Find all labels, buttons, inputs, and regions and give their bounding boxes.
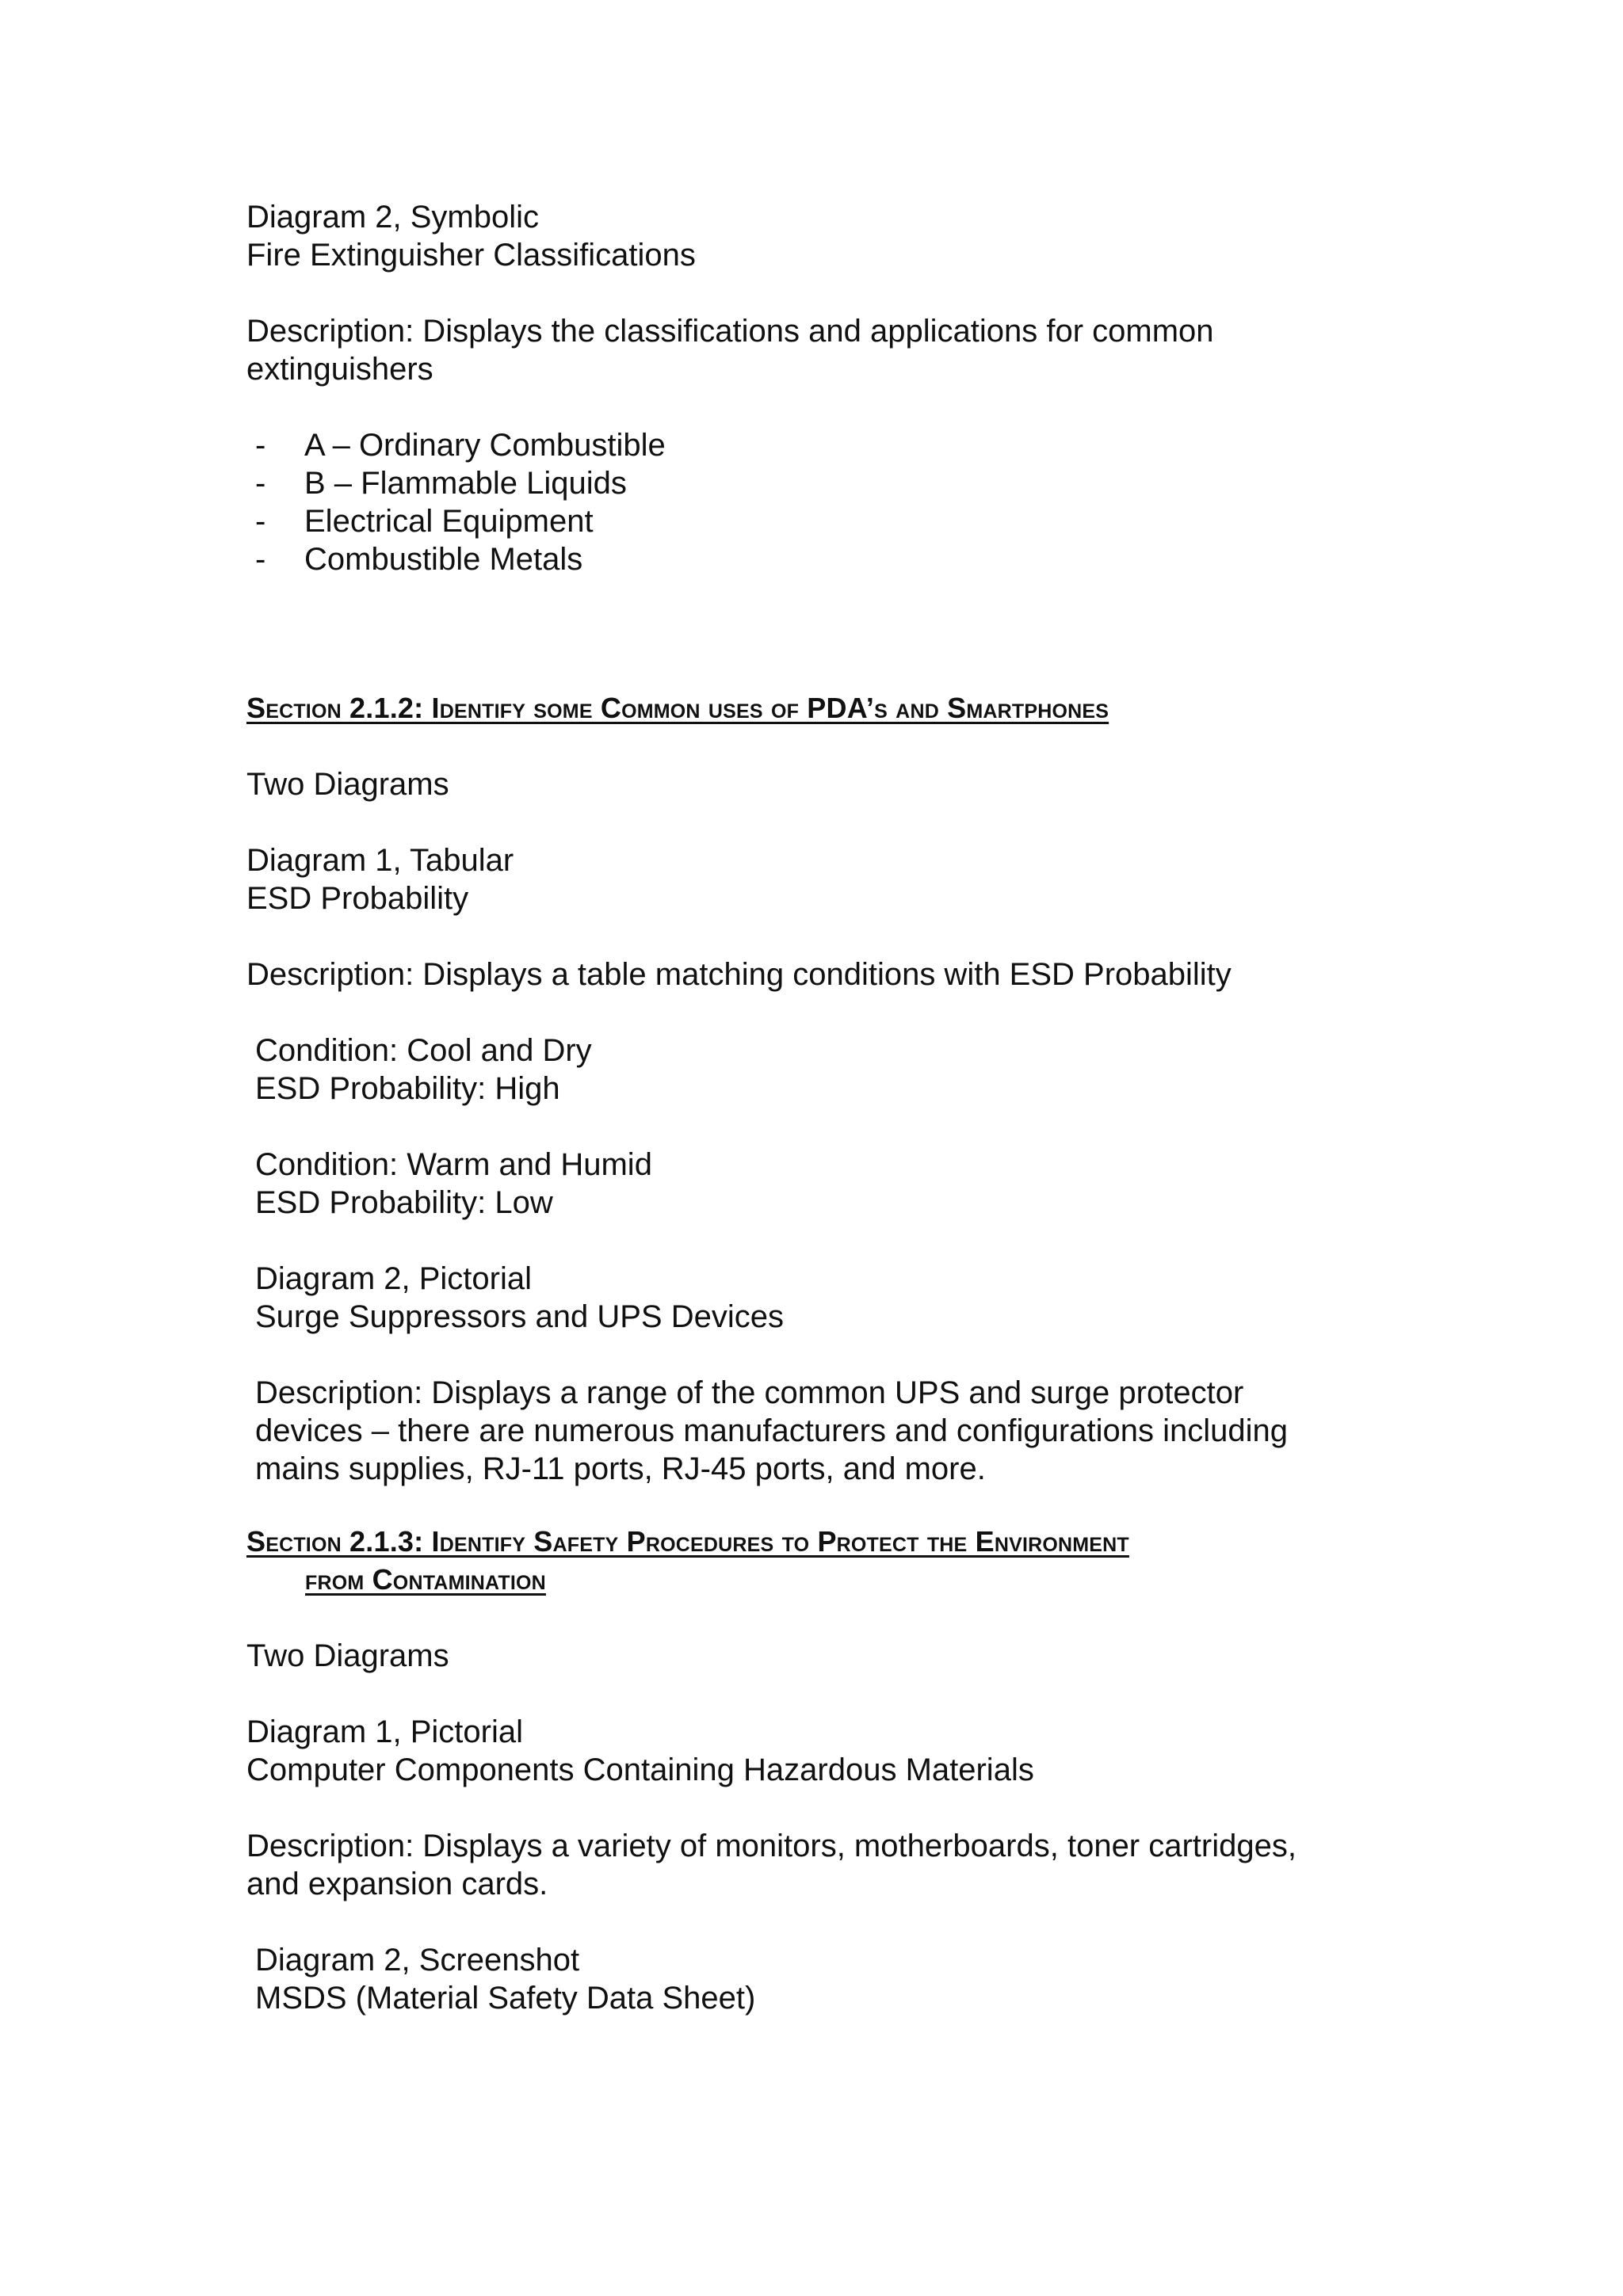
bullet-marker: - [255, 542, 266, 577]
table-row-probability: ESD Probability: Low [255, 1185, 553, 1220]
diagram-count: Two Diagrams [246, 767, 449, 802]
table-row-condition: Condition: Cool and Dry [255, 1033, 592, 1068]
diagram-description: Description: Displays a table matching conditions with ESD Probability [246, 957, 1232, 992]
bullet-marker: - [255, 466, 266, 501]
bullet-marker: - [255, 428, 266, 463]
diagram-description-continued: extinguishers [246, 352, 433, 387]
diagram-subject: ESD Probability [246, 881, 469, 916]
diagram-description-continued: and expansion cards. [246, 1867, 548, 1901]
diagram-subject: Computer Components Containing Hazardous Materials [246, 1753, 1034, 1787]
diagram-title: Diagram 2, Pictorial [255, 1261, 533, 1296]
table-row-probability: ESD Probability: High [255, 1071, 560, 1106]
list-item: A – Ordinary Combustible [304, 428, 666, 463]
list-item: Electrical Equipment [304, 504, 594, 539]
list-item: Combustible Metals [304, 542, 583, 577]
list-item: B – Flammable Liquids [304, 466, 627, 501]
diagram-description: Description: Displays a range of the common UPS and surge protector [255, 1375, 1244, 1410]
diagram-subject: MSDS (Material Safety Data Sheet) [255, 1981, 756, 2016]
bullet-marker: - [255, 504, 266, 539]
diagram-description-continued: mains supplies, RJ-11 ports, RJ-45 ports, and more. [255, 1451, 986, 1486]
diagram-title: Diagram 1, Pictorial [246, 1714, 524, 1749]
diagram-title: Diagram 2, Screenshot [255, 1943, 580, 1978]
diagram-title: Diagram 1, Tabular [246, 843, 514, 878]
diagram-count: Two Diagrams [246, 1638, 449, 1673]
section-heading: Section 2.1.2: Identify some Common uses of PDA’s and Smartphones [246, 692, 1109, 724]
section-heading-continued: from Contamination [305, 1563, 546, 1596]
diagram-description-continued: devices – there are numerous manufacturers and configurations including [255, 1413, 1288, 1448]
diagram-subject: Surge Suppressors and UPS Devices [255, 1299, 784, 1334]
diagram-description: Description: Displays the classifications and applications for common [246, 314, 1214, 349]
table-row-condition: Condition: Warm and Humid [255, 1147, 652, 1182]
diagram-title: Diagram 2, Symbolic [246, 200, 540, 235]
diagram-description: Description: Displays a variety of monitors, motherboards, toner cartridges, [246, 1829, 1296, 1863]
diagram-subject: Fire Extinguisher Classifications [246, 238, 696, 273]
section-heading: Section 2.1.3: Identify Safety Procedures to Protect the Environment [246, 1525, 1129, 1558]
